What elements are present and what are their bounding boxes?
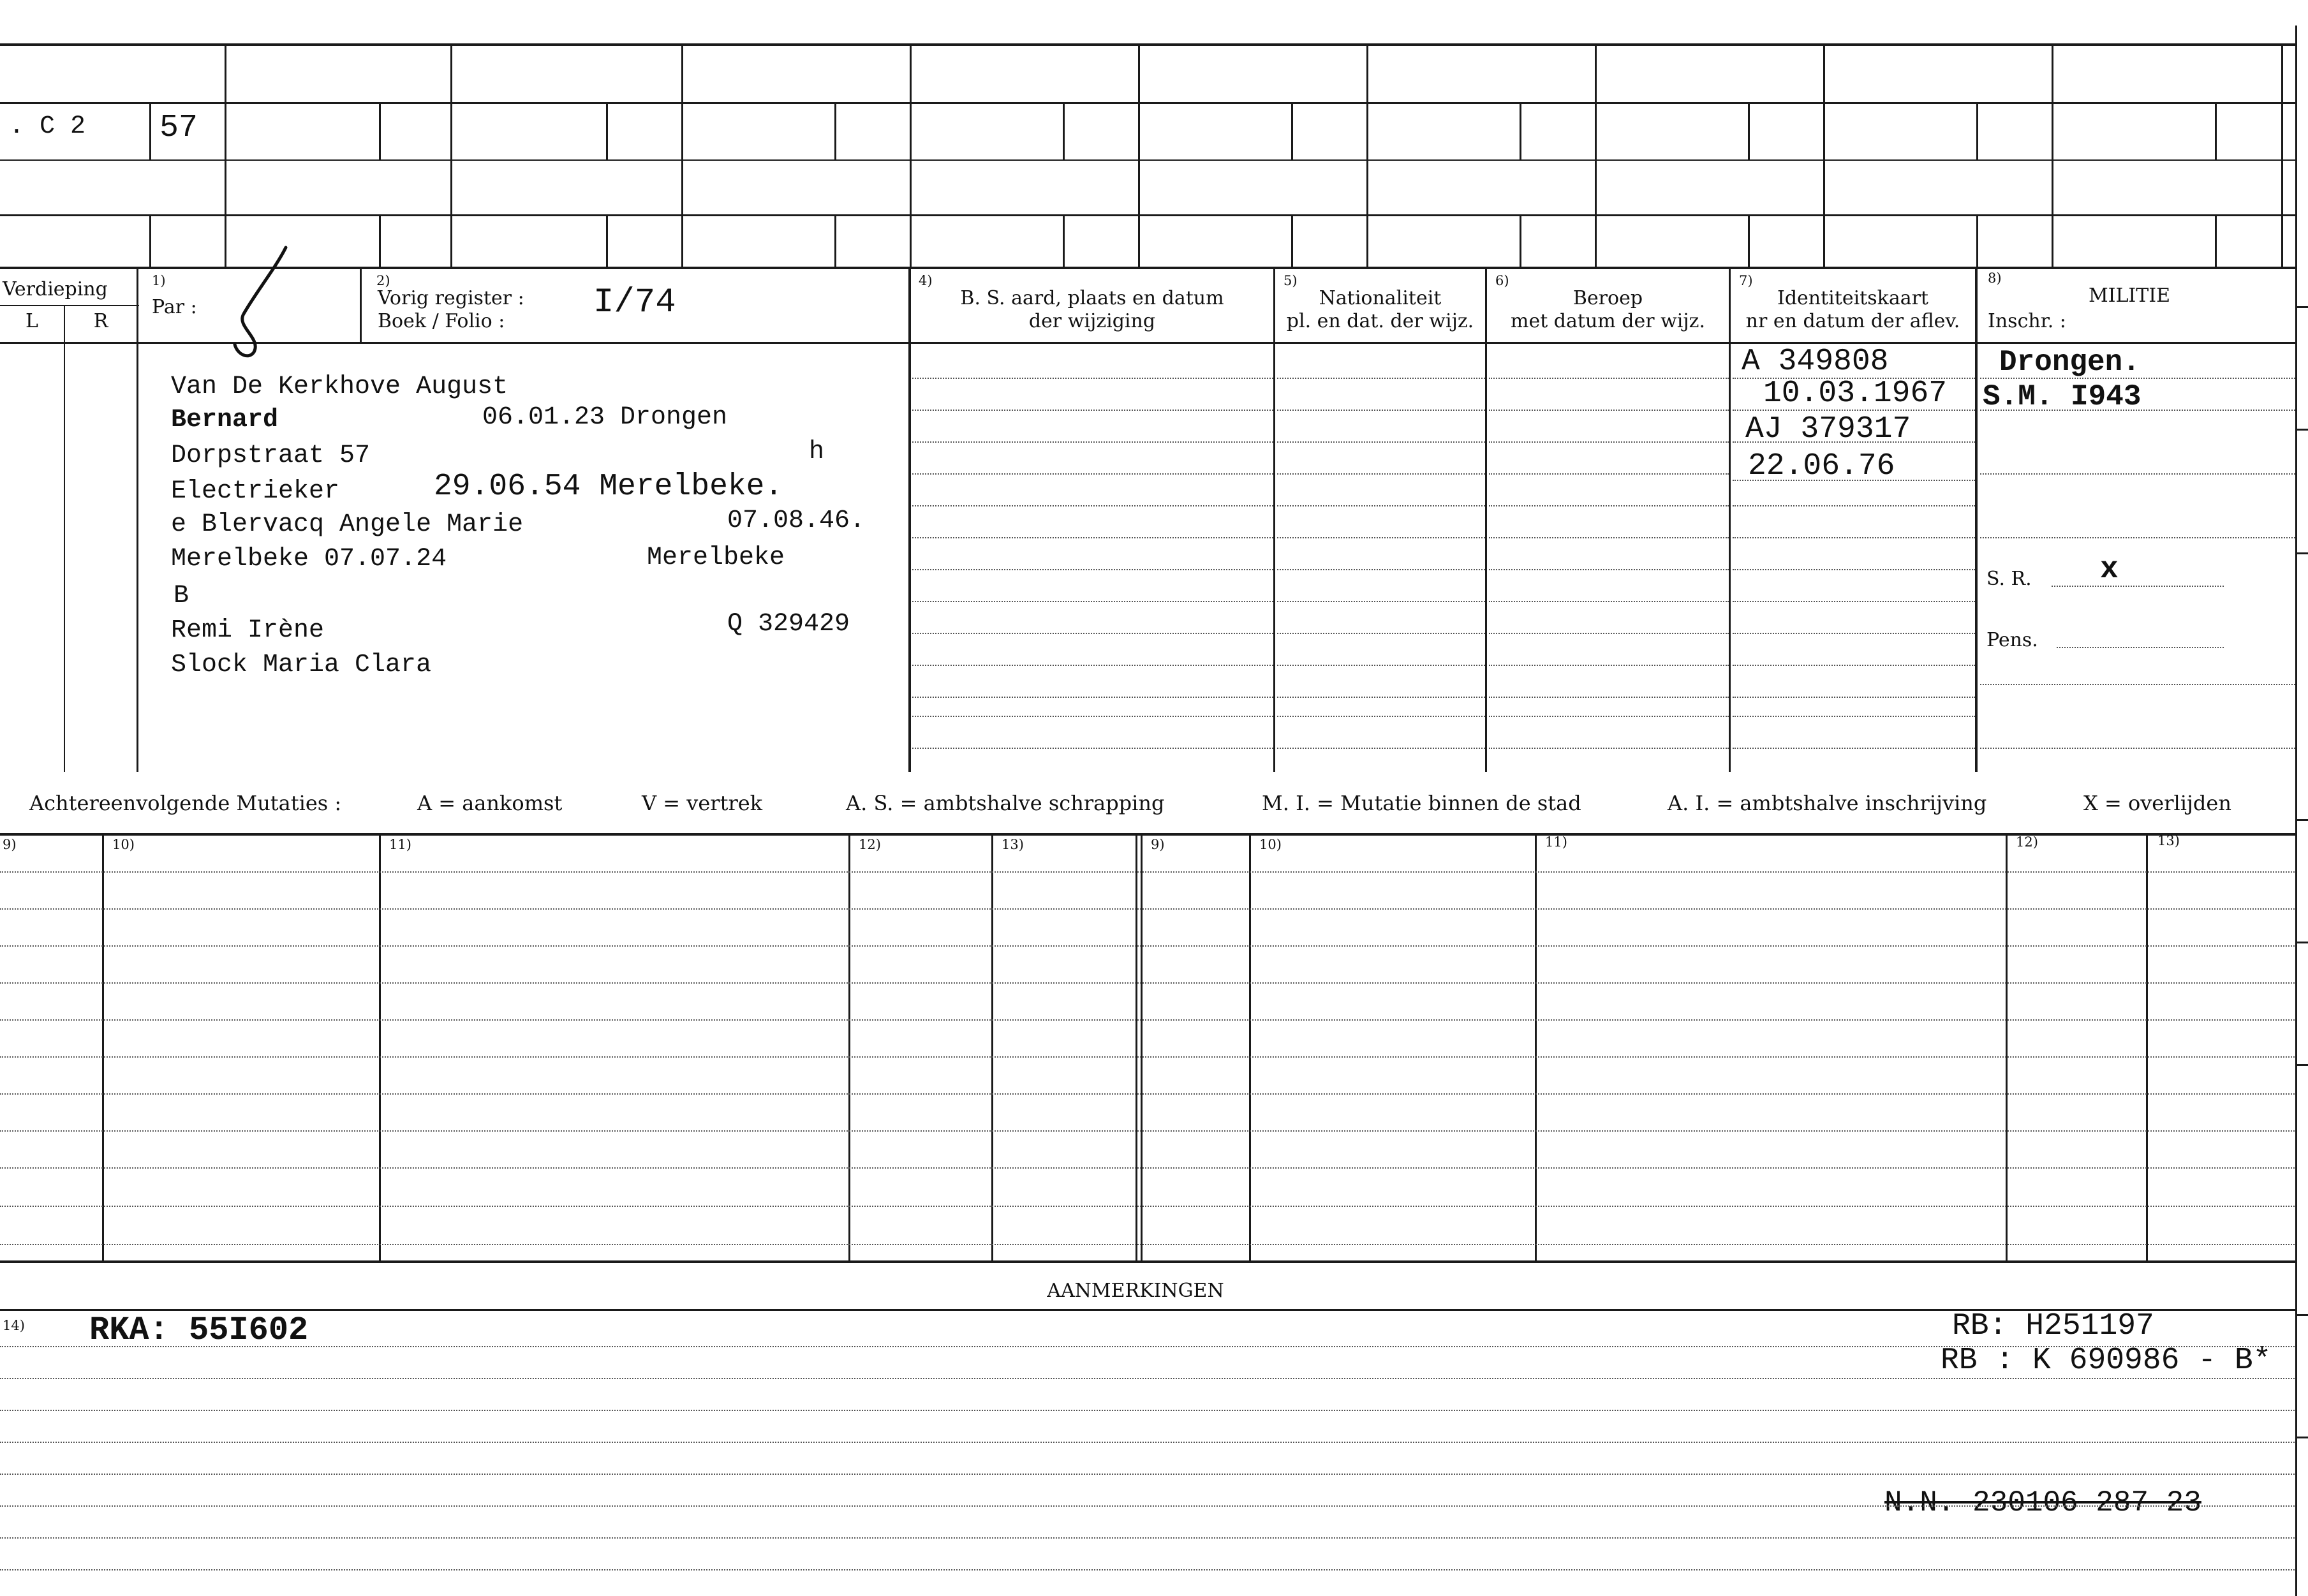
- person-b: B: [174, 582, 189, 610]
- nationaliteit-subheader: pl. en dat. der wijz.: [1286, 310, 1474, 332]
- bs-header-line2: der wijziging: [1028, 310, 1156, 332]
- sr-value: x: [2100, 552, 2119, 587]
- grid-cell-code: . C 2: [9, 112, 86, 141]
- boek-folio-label: Boek / Folio :: [378, 310, 505, 332]
- identiteitskaart-header: Identiteitskaart: [1777, 287, 1928, 309]
- mut-col-10b: 10): [1259, 837, 1282, 852]
- legend-as: A. S. = ambtshalve schrapping: [846, 791, 1165, 815]
- mother-name: Slock Maria Clara: [171, 651, 432, 679]
- person-mark-h: h: [809, 438, 825, 466]
- par-label: Par :: [152, 296, 197, 318]
- mut-col-9b: 9): [1151, 837, 1165, 852]
- father-name: Remi Irène: [171, 616, 325, 645]
- militie-header: MILITIE: [2088, 284, 2171, 307]
- spouse-date: 07.08.46.: [727, 506, 866, 535]
- field-number-8: 8): [1988, 270, 2002, 286]
- pens-label: Pens.: [1986, 629, 2038, 651]
- legend-v: V = vertrek: [642, 791, 763, 815]
- legend-mi: M. I. = Mutatie binnen de stad: [1262, 791, 1581, 815]
- card-number: Q 329429: [727, 610, 850, 639]
- id-card-2-date: 22.06.76: [1748, 449, 1895, 484]
- id-card-2: AJ 379317: [1745, 412, 1911, 447]
- militie-place: Drongen.: [1999, 346, 2140, 379]
- legend-title: Achtereenvolgende Mutaties :: [29, 791, 342, 815]
- nationaliteit-header: Nationaliteit: [1319, 287, 1442, 309]
- birth-date-place: 06.01.23 Drongen: [482, 403, 728, 432]
- mut-col-9: 9): [3, 837, 17, 852]
- id-card-1-date: 10.03.1967: [1763, 376, 1948, 411]
- verdieping-label: Verdieping: [3, 278, 108, 300]
- field-number-7: 7): [1739, 273, 1753, 288]
- mut-col-11b: 11): [1545, 834, 1567, 850]
- rb-number-1: RB: H251197: [1952, 1309, 2154, 1343]
- mut-col-13b: 13): [2157, 833, 2180, 848]
- inschr-label: Inschr. :: [1988, 310, 2066, 332]
- identiteitskaart-subheader: nr en datum der aflev.: [1745, 310, 1960, 332]
- spouse-birth: Merelbeke 07.07.24: [171, 545, 447, 573]
- rb-number-2: RB : K 690986 - B*: [1941, 1343, 2272, 1378]
- person-occupation: Electrieker: [171, 477, 340, 506]
- spouse-name: e Blervacq Angele Marie: [171, 510, 524, 539]
- person-firstname: Bernard: [171, 406, 279, 434]
- sr-label: S. R.: [1986, 568, 2032, 590]
- beroep-subheader: met datum der wijz.: [1511, 310, 1705, 332]
- field-number-2: 2): [376, 273, 390, 288]
- id-card-1: A 349808: [1742, 344, 1889, 379]
- field-number-6: 6): [1495, 273, 1509, 288]
- legend-ai: A. I. = ambtshalve inschrijving: [1668, 791, 1987, 815]
- remarks-title: AANMERKINGEN: [1047, 1280, 1224, 1302]
- mut-col-11: 11): [389, 837, 411, 852]
- register-value: I/74: [593, 283, 676, 322]
- spouse-place: Merelbeke: [647, 543, 785, 572]
- col-r-label: R: [93, 310, 108, 332]
- person-address: Dorpstraat 57: [171, 441, 371, 470]
- militie-sm: S.M. I943: [1983, 380, 2142, 413]
- par-scribble: [217, 242, 306, 364]
- legend-x: X = overlijden: [2083, 791, 2231, 815]
- mut-col-12: 12): [859, 837, 881, 852]
- person-name: Van De Kerkhove August: [171, 373, 508, 401]
- vorig-register-label: Vorig register :: [378, 287, 524, 309]
- field-number-1: 1): [152, 273, 166, 288]
- col-l-label: L: [26, 310, 38, 332]
- beroep-header: Beroep: [1572, 287, 1643, 309]
- field-number-14: 14): [3, 1318, 25, 1333]
- grid-cell-number: 57: [159, 110, 198, 146]
- legend-a: A = aankomst: [417, 791, 563, 815]
- field-number-4: 4): [919, 273, 933, 288]
- mut-col-12b: 12): [2016, 834, 2038, 850]
- field-number-5: 5): [1283, 273, 1298, 288]
- national-number: N.N. 230106 287 23: [1884, 1486, 2201, 1519]
- marriage-date-place: 29.06.54 Merelbeke.: [434, 469, 783, 504]
- mut-col-10: 10): [112, 837, 135, 852]
- mut-col-13: 13): [1002, 837, 1024, 852]
- bs-header-line1: B. S. aard, plaats en datum: [960, 287, 1224, 309]
- rka-number: RKA: 55I602: [89, 1312, 309, 1349]
